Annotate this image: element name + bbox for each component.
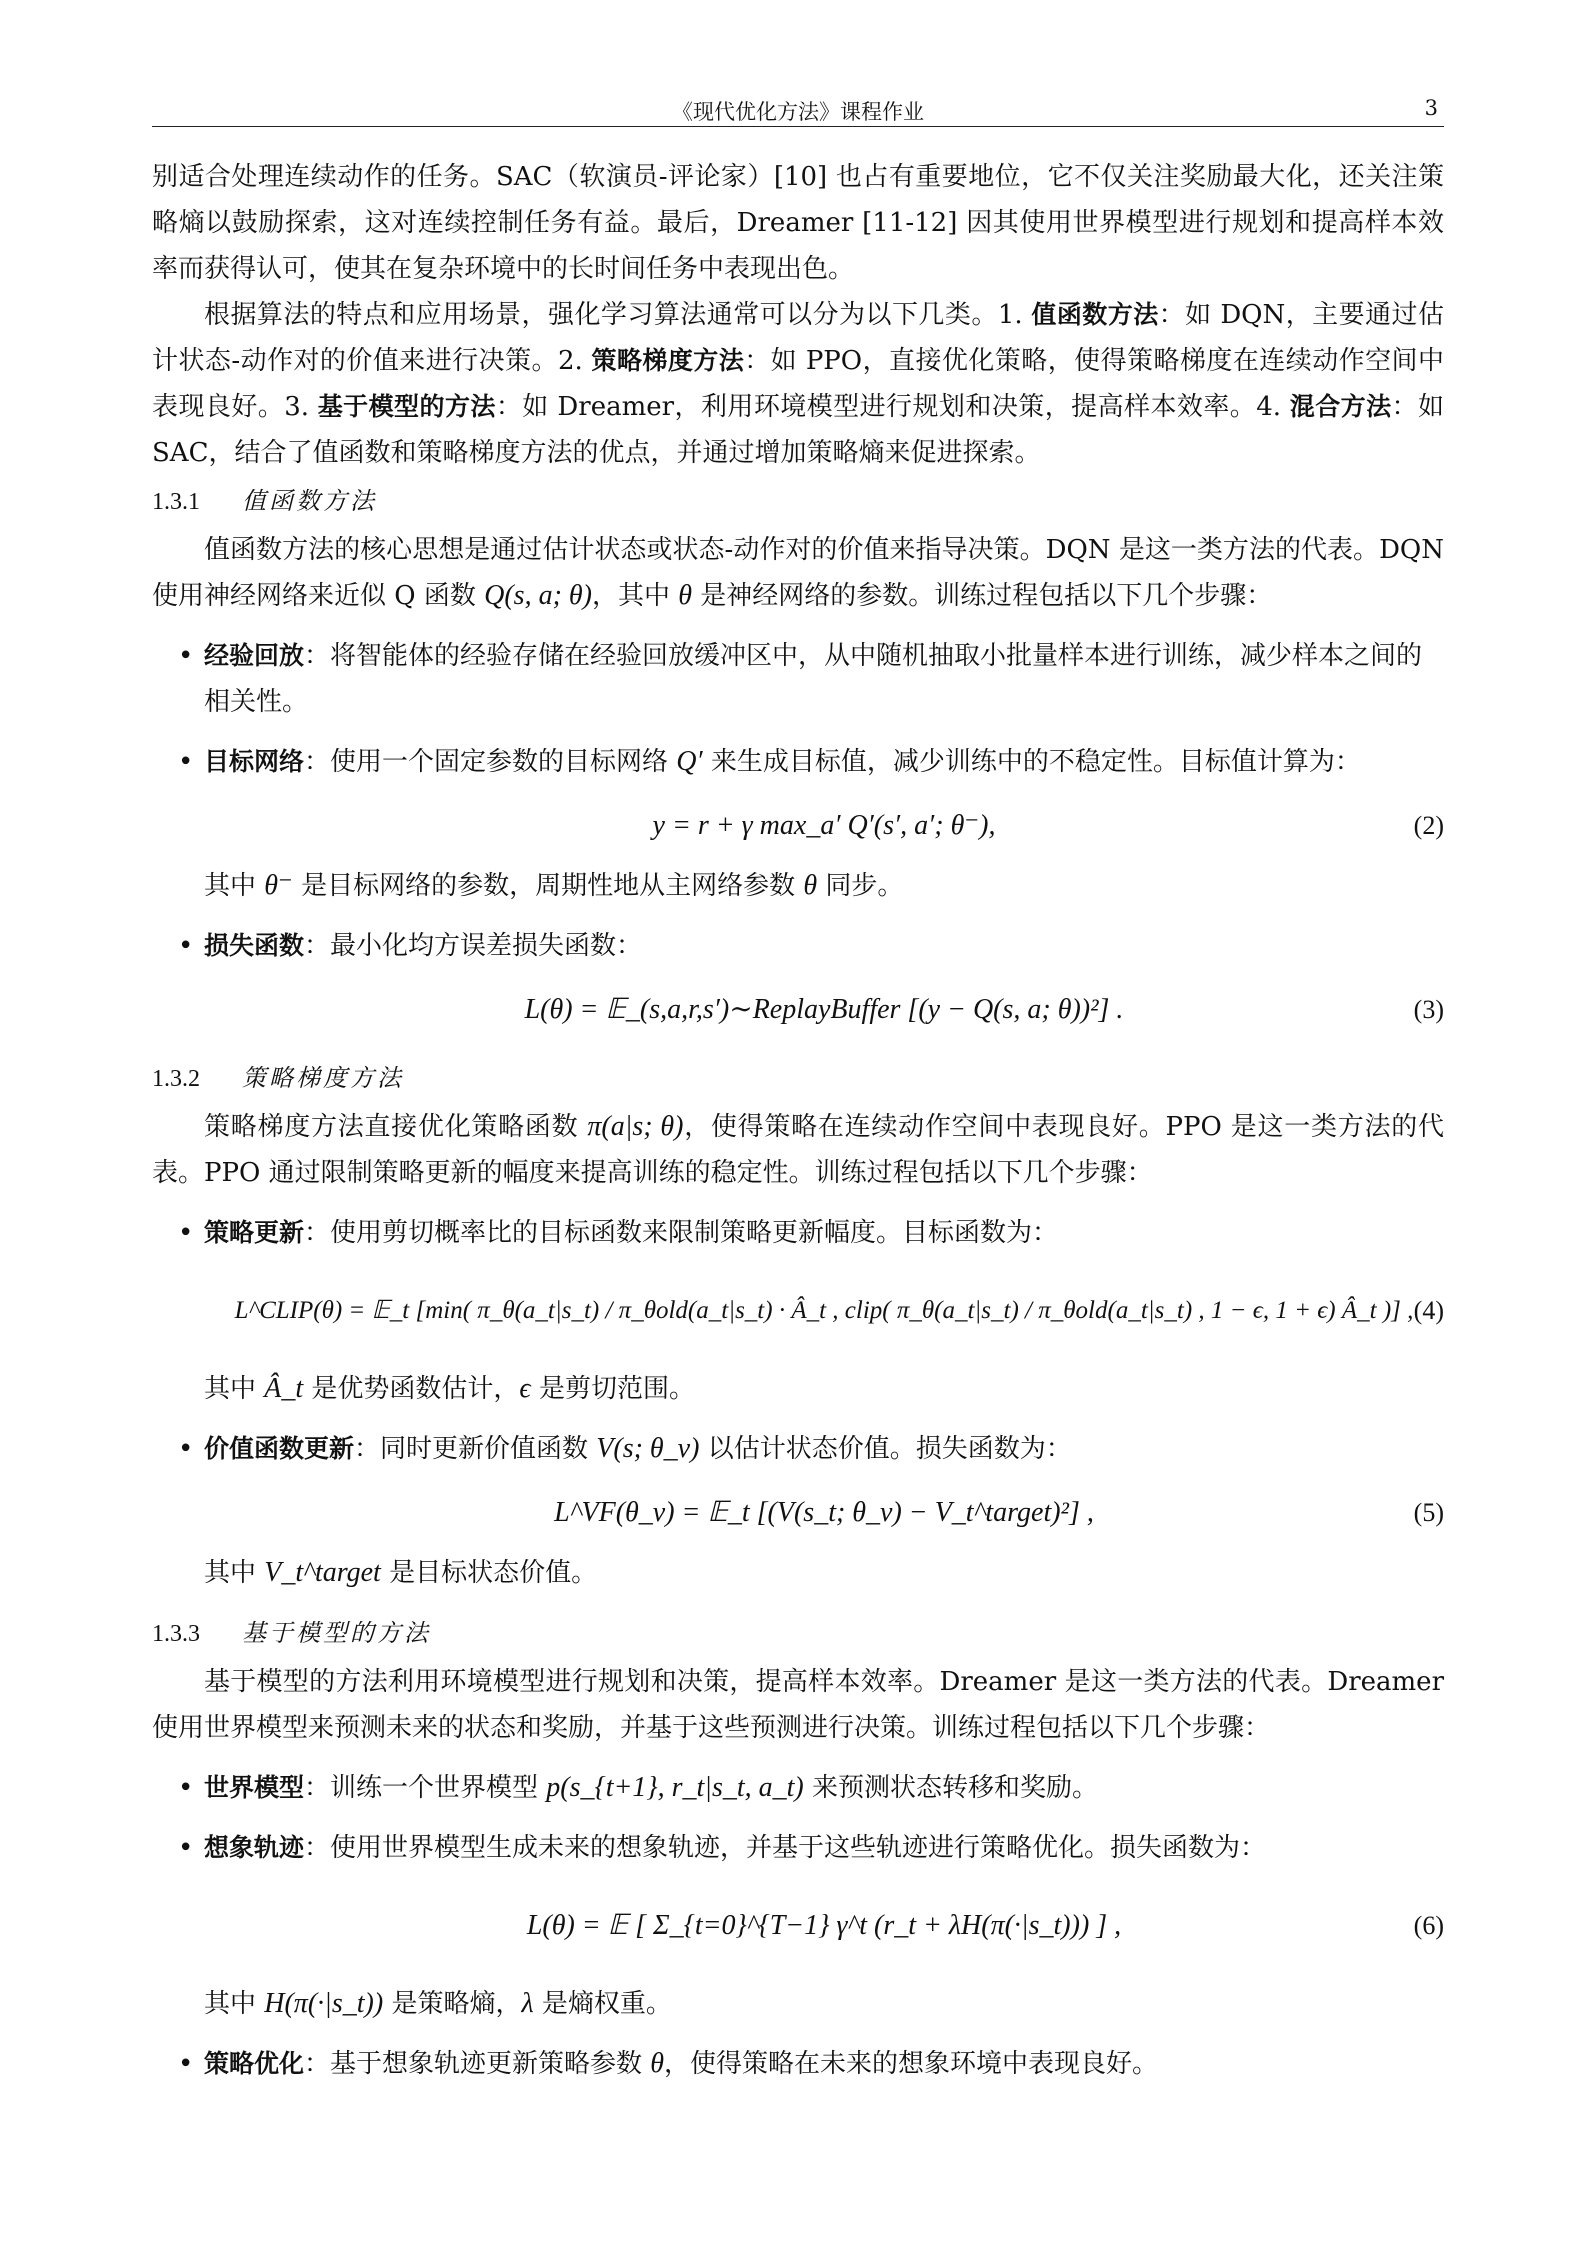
- ppo-steps-list: [152, 1210, 1444, 1596]
- paragraph-value-function-intro: 值函数方法的核心思想是通过估计状态或状态-动作对的价值来指导决策。DQN 是这一类方法的代表。DQN 使用神经网络来近似 Q 函数 Q(s, a; θ)，其中 θ 是神经网络的参数。训练过程包括以下几个步骤：: [152, 535, 1444, 611]
- equation-5: L^VF(θ_v) = 𝔼_t [(V(s_t; θ_v) − V_t^target)²] , (5): [554, 1497, 1444, 1528]
- equation-6-note: 其中 H(π(·|s_t)) 是策略熵，λ 是熵权重。: [204, 1988, 672, 2019]
- dqn-steps-list: [152, 633, 1444, 1041]
- paragraph-continued: 别适合处理连续动作的任务。SAC（软演员-评论家）[10] 也占有重要地位，它不仅关注奖励最大化，还关注策略熵以鼓励探索，这对连续控制任务有益。最后，Dreamer [11-12] 因其使用世界模型进行规划和提高样本效率而获得认可，使其在复杂环境中的长时间任务中表现出色。: [152, 162, 1444, 284]
- subsection-heading-1-3-2: 1.3.2 策略梯度方法: [152, 1064, 404, 1092]
- equation-4: L^CLIP(θ) = 𝔼_t [min( π_θ(a_t|s_t) / π_θold(a_t|s_t) · Â_t , clip( π_θ(a_t|s_t) / π_θold(a_t|s_t) , 1 − ϵ, 1 + ϵ) Â_t )] , (4): [234, 1296, 1444, 1325]
- subsection-heading-1-3-3: 1.3.3 基于模型的方法: [152, 1619, 431, 1647]
- equation-6: L(θ) = 𝔼 [ Σ_{t=0}^{T−1} γ^t (r_t + λH(π(·|s_t))) ] , (6): [526, 1910, 1444, 1941]
- list-item-loss-function: • 损失函数：最小化均方误差损失函数： L(θ) = 𝔼_(s,a,r,s′)∼ReplayBuffer [(y − Q(s, a; θ))²] . (3): [152, 923, 1444, 1041]
- equation-2-note: 其中 θ⁻ 是目标网络的参数，周期性地从主网络参数 θ 同步。: [204, 870, 904, 901]
- dreamer-steps-list: [152, 1765, 1444, 2087]
- header-title: 《现代优化方法》课程作业: [672, 100, 924, 124]
- list-item-imagined-trajectory: • 想象轨迹：使用世界模型生成未来的想象轨迹，并基于这些轨迹进行策略优化。损失函数为： L(θ) = 𝔼 [ Σ_{t=0}^{T−1} γ^t (r_t + λH(π(·|s_t))) ] , (6) 其中 H(π(·|s_t)) 是策略熵，λ 是熵权重。: [152, 1825, 1444, 2027]
- body-text: [152, 154, 1444, 2101]
- term-policy-gradient: 策略梯度方法: [591, 346, 745, 375]
- equation-3: L(θ) = 𝔼_(s,a,r,s′)∼ReplayBuffer [(y − Q(s, a; θ))²] . (3): [524, 994, 1444, 1025]
- list-item-experience-replay: • 经验回放：将智能体的经验存储在经验回放缓冲区中，从中随机抽取小批量样本进行训练，减少样本之间的相关性。: [178, 641, 1423, 717]
- equation-4-note: 其中 Â_t 是优势函数估计，ϵ 是剪切范围。: [204, 1373, 695, 1404]
- list-item-target-network: • 目标网络：使用一个固定参数的目标网络 Q′ 来生成目标值，减少训练中的不稳定性。目标值计算为： y = r + γ max_a′ Q′(s′, a′; θ⁻), (2) 其中 θ⁻ 是目标网络的参数，周期性地从主网络参数 θ 同步。: [152, 739, 1444, 909]
- subsection-heading-1-3-1: 1.3.1 值函数方法: [152, 487, 377, 515]
- term-value-function: 值函数方法: [1031, 300, 1159, 329]
- equation-5-note: 其中 V_t^target 是目标状态价值。: [204, 1557, 598, 1588]
- running-header: [152, 92, 1444, 127]
- page-number: 3: [1424, 96, 1438, 120]
- equation-2: y = r + γ max_a′ Q′(s′, a′; θ⁻), (2): [652, 810, 1444, 841]
- list-item-policy-update: • 策略更新：使用剪切概率比的目标函数来限制策略更新幅度。目标函数为： L^CLIP(θ) = 𝔼_t [min( π_θ(a_t|s_t) / π_θold(a_t|s_t) · Â_t , clip( π_θ(a_t|s_t) / π_θold(a_t|s_t) , 1 − ϵ, 1 + ϵ) Â_t )] , (4) 其中 Â_t 是优势函数估计，ϵ 是剪切范围。: [152, 1210, 1444, 1412]
- term-model-based: 基于模型的方法: [317, 392, 496, 421]
- list-item-value-update: • 价值函数更新：同时更新价值函数 V(s; θ_v) 以估计状态价值。损失函数为： L^VF(θ_v) = 𝔼_t [(V(s_t; θ_v) − V_t^target)²] , (5) 其中 V_t^target 是目标状态价值。: [152, 1426, 1444, 1596]
- paragraph-policy-gradient-intro: 策略梯度方法直接优化策略函数 π(a|s; θ)，使得策略在连续动作空间中表现良好。PPO 是这一类方法的代表。PPO 通过限制策略更新的幅度来提高训练的稳定性。训练过程包括以下几个步骤：: [152, 1111, 1444, 1188]
- list-item-policy-optimization: • 策略优化：基于想象轨迹更新策略参数 θ，使得策略在未来的想象环境中表现良好。: [178, 2048, 1159, 2079]
- paragraph-categories: 根据算法的特点和应用场景，强化学习算法通常可以分为以下几类。1. 值函数方法：如 DQN，主要通过估计状态-动作对的价值来进行决策。2. 策略梯度方法：如 PPO，直接优化策略，使得策略梯度在连续动作空间中表现良好。3. 基于模型的方法：如 Dreamer，利用环境模型进行规划和决策，提高样本效率。4. 混合方法：如 SAC，结合了值函数和策略梯度方法的优点，并通过增加策略熵来促进探索。: [152, 300, 1444, 468]
- term-hybrid: 混合方法: [1289, 392, 1392, 421]
- paragraph-model-based-intro: 基于模型的方法利用环境模型进行规划和决策，提高样本效率。Dreamer 是这一类方法的代表。Dreamer 使用世界模型来预测未来的状态和奖励，并基于这些预测进行决策。训练过程包括以下几个步骤：: [152, 1667, 1444, 1743]
- list-item-world-model: • 世界模型：训练一个世界模型 p(s_{t+1}, r_t|s_t, a_t) 来预测状态转移和奖励。: [178, 1772, 1098, 1803]
